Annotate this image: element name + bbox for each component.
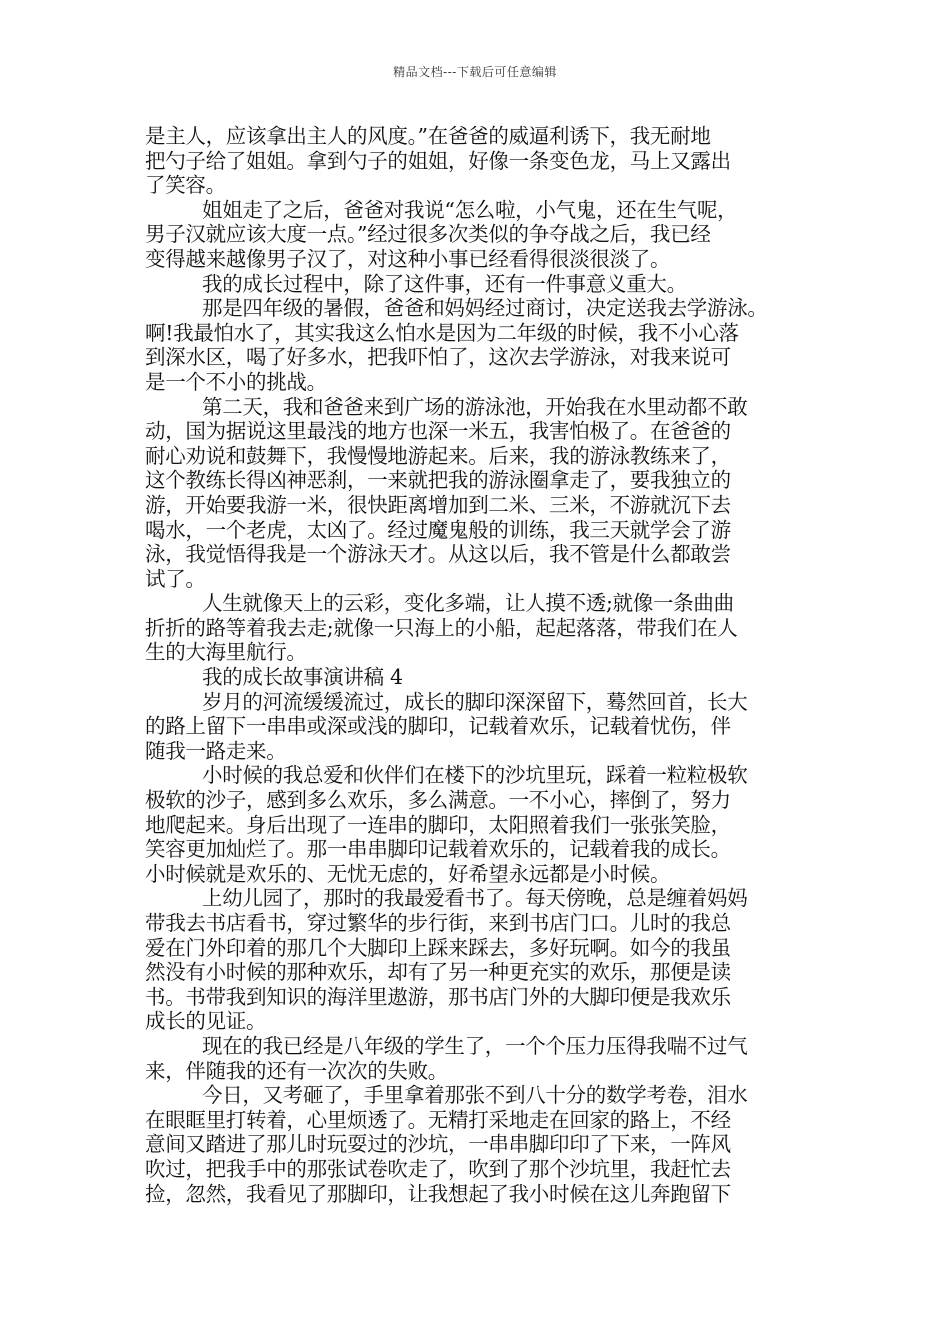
text-line: 捡，忽然，我看见了那脚印，让我想起了我小时候在这儿奔跑留下 xyxy=(145,1181,731,1206)
page-header: 精品文档---下载后可任意编辑 xyxy=(393,65,557,79)
text-line: 是一个不小的挑战。 xyxy=(145,369,327,394)
text-line: 把勺子给了姐姐。拿到勺子的姐姐，好像一条变色龙，马上又露出 xyxy=(145,148,731,173)
text-line: 带我去书店看书，穿过繁华的步行街，来到书店门口。儿时的我总 xyxy=(145,911,731,935)
text-line: 喝水，一个老虎，太凶了。经过魔鬼般的训练，我三天就学会了游 xyxy=(145,517,731,542)
text-line: 极软的沙子，感到多么欢乐，多么满意。一不小心，摔倒了，努力 xyxy=(145,788,731,813)
text-line: 小时候就是欢乐的、无忧无虑的，好希望永远都是小时候。 xyxy=(145,861,671,886)
text-line: 第二天，我和爸爸来到广场的游泳池，开始我在水里动都不敢 xyxy=(202,394,748,419)
text-line: 是主人，应该拿出主人的风度。”在爸爸的威逼利诱下，我无耐地 xyxy=(145,124,711,148)
text-line: 耐心劝说和鼓舞下，我慢慢地游起来。后来，我的游泳教练来了， xyxy=(145,443,731,468)
text-line: 变得越来越像男子汉了，对这种小事已经看得很淡很淡了。 xyxy=(145,246,671,271)
text-line: 生的大海里航行。 xyxy=(145,640,307,665)
text-line: 上幼儿园了，那时的我最爱看书了。每天傍晚，总是缠着妈妈 xyxy=(202,886,748,911)
text-line: 随我一路走来。 xyxy=(145,738,287,763)
text-line: 小时候的我总爱和伙伴们在楼下的沙坑里玩，踩着一粒粒极软 xyxy=(202,763,748,788)
text-line: 动，国为据说这里最浅的地方也深一米五，我害怕极了。在爸爸的 xyxy=(145,419,731,444)
text-line: 人生就像天上的云彩，变化多端，让人摸不透;就像一条曲曲 xyxy=(202,591,734,616)
text-line: 现在的我已经是八年级的学生了，一个个压力压得我喘不过气 xyxy=(202,1033,748,1058)
text-line: 了笑容。 xyxy=(145,173,226,198)
text-line: 吹过，把我手中的那张试卷吹走了，吹到了那个沙坑里，我赶忙去 xyxy=(145,1156,731,1181)
text-line: 来，伴随我的还有一次次的失败。 xyxy=(145,1058,448,1083)
text-line: 姐姐走了之后，爸爸对我说“怎么啦，小气鬼，还在生气呢， xyxy=(202,197,738,222)
text-line: 男子汉就应该大度一点。”经过很多次类似的争夺战之后，我已经 xyxy=(145,222,711,247)
text-line: 啊!我最怕水了，其实我这么怕水是因为二年级的时候，我不小心落 xyxy=(145,320,739,345)
text-line: 游，开始要我游一米，很快距离增加到二米、三米，不游就沉下去 xyxy=(145,492,731,517)
text-line: 到深水区，喝了好多水，把我吓怕了，这次去学游泳，对我来说可 xyxy=(145,345,731,370)
text-line: 地爬起来。身后出现了一连串的脚印，太阳照着我们一张张笑脸， xyxy=(145,812,731,837)
text-line: 岁月的河流缓缓流过，成长的脚印深深留下，蓦然回首，长大 xyxy=(202,689,748,714)
text-line: 爱在门外印着的那几个大脚印上踩来踩去，多好玩啊。如今的我虽 xyxy=(145,935,731,960)
text-line: 那是四年级的暑假，爸爸和妈妈经过商讨，决定送我去学游泳。 xyxy=(202,296,768,321)
text-line: 试了。 xyxy=(145,566,206,591)
text-line: 在眼眶里打转着，心里烦透了。无精打采地走在回家的路上，不经 xyxy=(145,1107,731,1132)
document-body xyxy=(145,124,807,1206)
text-line: 今日，又考砸了，手里拿着那张不到八十分的数学考卷，泪水 xyxy=(202,1083,748,1108)
text-line: 折折的路等着我去走;就像一只海上的小船，起起落落，带我们在人 xyxy=(145,615,738,640)
text-line: 成长的见证。 xyxy=(145,1009,267,1034)
text-line: 我的成长过程中，除了这件事，还有一件事意义重大。 xyxy=(202,271,687,296)
text-line: 泳，我觉悟得我是一个游泳天才。从这以后，我不管是什么都敢尝 xyxy=(145,542,731,567)
text-line: 这个教练长得凶神恶刹，一来就把我的游泳圈拿走了，要我独立的 xyxy=(145,468,731,493)
text-line: 的路上留下一串串或深或浅的脚印，记载着欢乐，记载着忧伤，伴 xyxy=(145,714,731,739)
text-line: 书。书带我到知识的海洋里遨游，那书店门外的大脚印便是我欢乐 xyxy=(145,984,731,1009)
text-line: 笑容更加灿烂了。那一串串脚印记载着欢乐的，记载着我的成长。 xyxy=(145,837,731,862)
text-line: 意间又踏进了那儿时玩耍过的沙坑，一串串脚印印了下来，一阵风 xyxy=(145,1132,731,1157)
text-line: 然没有小时候的那种欢乐，却有了另一种更充实的欢乐，那便是读 xyxy=(145,960,731,985)
section-title: 我的成长故事演讲稿 4 xyxy=(202,665,403,690)
